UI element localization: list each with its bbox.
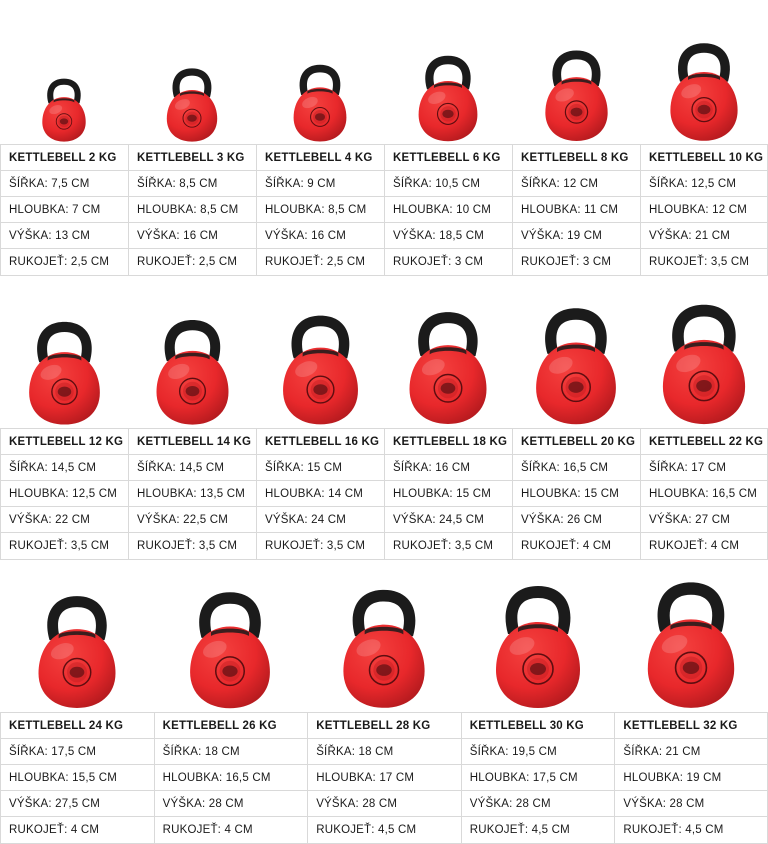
- spec-handle: RUKOJEŤ: 3 CM: [521, 256, 612, 268]
- chart-row: [0, 14, 768, 298]
- spec-depth: HLOUBKA: 15 CM: [513, 481, 640, 507]
- kettlebell-illustration: [532, 40, 621, 144]
- kettlebell-illustration: [173, 579, 287, 712]
- spec-product-name: KETTLEBELL 2 KG: [1, 145, 128, 171]
- kettlebell-image: [384, 46, 512, 144]
- spec-column: [512, 428, 640, 560]
- kettlebell-image-cell: [614, 582, 768, 712]
- spec-product-name: KETTLEBELL 20 KG: [513, 429, 640, 455]
- spec-depth: HLOUBKA: 19 CM: [615, 765, 767, 791]
- spec-height: VÝŠKA: 16 CM: [129, 223, 256, 249]
- spec-product-name: KETTLEBELL 16 KG: [257, 429, 384, 455]
- spec-handle: RUKOJEŤ: 3,5 CM: [9, 540, 110, 552]
- spec-product-name: KETTLEBELL 12 KG: [1, 429, 128, 455]
- kettlebell-illustration: [326, 576, 442, 712]
- spec-product-name: KETTLEBELL 30 KG: [462, 713, 615, 739]
- kettlebell-illustration: [33, 71, 95, 144]
- spec-height: VÝŠKA: 21 CM: [641, 223, 767, 249]
- spec-width: ŠÍŘKA: 18 CM: [308, 739, 461, 765]
- kettlebell-image: [0, 310, 128, 428]
- spec-height: VÝŠKA: 24,5 CM: [385, 507, 512, 533]
- spec-column: [0, 428, 128, 560]
- kettlebell-image-cell: [640, 298, 768, 428]
- spec-handle: RUKOJEŤ: 3,5 CM: [649, 256, 750, 268]
- kettlebell-image: [614, 568, 768, 712]
- spec-width: ŠÍŘKA: 16,5 CM: [513, 455, 640, 481]
- spec-product-name: KETTLEBELL 26 KG: [155, 713, 308, 739]
- spec-width: ŠÍŘKA: 8,5 CM: [129, 171, 256, 197]
- spec-product-name: KETTLEBELL 14 KG: [129, 429, 256, 455]
- kettlebell-illustration: [393, 299, 503, 428]
- spec-column: [154, 712, 308, 844]
- spec-depth: HLOUBKA: 16,5 CM: [155, 765, 308, 791]
- spec-column: [0, 712, 154, 844]
- rows-container: [0, 14, 768, 844]
- spec-height: VÝŠKA: 19 CM: [513, 223, 640, 249]
- kettlebell-image-cell: [512, 14, 640, 144]
- spec-height: VÝŠKA: 24 CM: [257, 507, 384, 533]
- spec-handle: RUKOJEŤ: 3,5 CM: [137, 540, 238, 552]
- kettlebell-image-cell: [384, 14, 512, 144]
- spec-depth: HLOUBKA: 16,5 CM: [641, 481, 767, 507]
- spec-handle: RUKOJEŤ: 4,5 CM: [469, 824, 570, 836]
- spec-height: VÝŠKA: 26 CM: [513, 507, 640, 533]
- chart-row: [0, 298, 768, 582]
- kettlebell-illustration: [406, 46, 490, 144]
- spec-handle: RUKOJEŤ: 3,5 CM: [393, 540, 494, 552]
- spec-column: [307, 712, 461, 844]
- kettlebell-image: [128, 308, 256, 428]
- spec-handle: RUKOJEŤ: 4 CM: [162, 824, 253, 836]
- chart-row: [0, 582, 768, 844]
- kettlebell-image-cell: [307, 582, 461, 712]
- kettlebell-image: [128, 60, 256, 144]
- kettlebell-illustration: [478, 572, 598, 712]
- spec-column: [256, 428, 384, 560]
- kettlebell-image-cell: [154, 582, 308, 712]
- spec-product-name: KETTLEBELL 32 KG: [615, 713, 767, 739]
- spec-depth: HLOUBKA: 17,5 CM: [462, 765, 615, 791]
- kettlebell-image-cell: [512, 298, 640, 428]
- spec-table: [0, 144, 768, 276]
- top-spacer: [0, 0, 768, 14]
- kettlebell-illustration: [22, 583, 132, 712]
- spec-column: [640, 428, 768, 560]
- kettlebell-image: [0, 71, 128, 144]
- spec-depth: HLOUBKA: 7 CM: [1, 197, 128, 223]
- spec-product-name: KETTLEBELL 8 KG: [513, 145, 640, 171]
- kettlebell-image-row: [0, 14, 768, 144]
- spec-width: ŠÍŘKA: 14,5 CM: [1, 455, 128, 481]
- spec-depth: HLOUBKA: 8,5 CM: [129, 197, 256, 223]
- spec-depth: HLOUBKA: 14 CM: [257, 481, 384, 507]
- spec-depth: HLOUBKA: 13,5 CM: [129, 481, 256, 507]
- spec-height: VÝŠKA: 28 CM: [155, 791, 308, 817]
- spec-column: [0, 144, 128, 276]
- spec-height: VÝŠKA: 27,5 CM: [1, 791, 154, 817]
- spec-height: VÝŠKA: 27 CM: [641, 507, 767, 533]
- kettlebell-image-cell: [461, 582, 615, 712]
- spec-width: ŠÍŘKA: 14,5 CM: [129, 455, 256, 481]
- spec-height: VÝŠKA: 22,5 CM: [129, 507, 256, 533]
- spec-width: ŠÍŘKA: 17,5 CM: [1, 739, 154, 765]
- kettlebell-image-cell: [0, 298, 128, 428]
- spec-column: [128, 428, 256, 560]
- spec-height: VÝŠKA: 18,5 CM: [385, 223, 512, 249]
- kettlebell-image-cell: [256, 298, 384, 428]
- kettlebell-image: [256, 303, 384, 428]
- spec-table: [0, 428, 768, 560]
- spec-height: VÝŠKA: 16 CM: [257, 223, 384, 249]
- spec-product-name: KETTLEBELL 10 KG: [641, 145, 767, 171]
- kettlebell-image-cell: [128, 14, 256, 144]
- spec-depth: HLOUBKA: 11 CM: [513, 197, 640, 223]
- spec-column: [512, 144, 640, 276]
- kettlebell-image-cell: [0, 582, 154, 712]
- kettlebell-illustration: [656, 32, 752, 144]
- spec-height: VÝŠKA: 28 CM: [615, 791, 767, 817]
- spec-width: ŠÍŘKA: 12 CM: [513, 171, 640, 197]
- spec-handle: RUKOJEŤ: 3,5 CM: [265, 540, 366, 552]
- kettlebell-image: [512, 295, 640, 428]
- kettlebell-image-row: [0, 582, 768, 712]
- spec-product-name: KETTLEBELL 18 KG: [385, 429, 512, 455]
- kettlebell-image: [640, 32, 768, 144]
- spec-column: [256, 144, 384, 276]
- kettlebell-illustration: [629, 568, 753, 712]
- spec-product-name: KETTLEBELL 4 KG: [257, 145, 384, 171]
- spec-width: ŠÍŘKA: 12,5 CM: [641, 171, 767, 197]
- spec-handle: RUKOJEŤ: 4 CM: [521, 540, 612, 552]
- kettlebell-illustration: [156, 60, 228, 144]
- kettlebell-illustration: [141, 308, 244, 428]
- spec-height: VÝŠKA: 22 CM: [1, 507, 128, 533]
- kettlebell-illustration: [14, 310, 115, 428]
- spec-width: ŠÍŘKA: 16 CM: [385, 455, 512, 481]
- kettlebell-illustration: [267, 303, 374, 428]
- spec-depth: HLOUBKA: 17 CM: [308, 765, 461, 791]
- spec-handle: RUKOJEŤ: 2,5 CM: [9, 256, 110, 268]
- kettlebell-image-cell: [384, 298, 512, 428]
- spec-height: VÝŠKA: 28 CM: [462, 791, 615, 817]
- spec-width: ŠÍŘKA: 18 CM: [155, 739, 308, 765]
- spec-depth: HLOUBKA: 12,5 CM: [1, 481, 128, 507]
- spec-depth: HLOUBKA: 12 CM: [641, 197, 767, 223]
- spec-depth: HLOUBKA: 15 CM: [385, 481, 512, 507]
- spec-width: ŠÍŘKA: 19,5 CM: [462, 739, 615, 765]
- kettlebell-illustration: [282, 56, 358, 144]
- spec-column: [128, 144, 256, 276]
- spec-width: ŠÍŘKA: 17 CM: [641, 455, 767, 481]
- spec-width: ŠÍŘKA: 7,5 CM: [1, 171, 128, 197]
- spec-handle: RUKOJEŤ: 4 CM: [649, 540, 740, 552]
- spec-width: ŠÍŘKA: 21 CM: [615, 739, 767, 765]
- kettlebell-image: [640, 291, 768, 428]
- spec-height: VÝŠKA: 13 CM: [1, 223, 128, 249]
- kettlebell-image-cell: [256, 14, 384, 144]
- spec-column: [384, 144, 512, 276]
- spec-product-name: KETTLEBELL 6 KG: [385, 145, 512, 171]
- spec-handle: RUKOJEŤ: 3 CM: [393, 256, 484, 268]
- kettlebell-image: [384, 299, 512, 428]
- spec-handle: RUKOJEŤ: 2,5 CM: [137, 256, 238, 268]
- kettlebell-illustration: [519, 295, 633, 428]
- spec-handle: RUKOJEŤ: 4 CM: [9, 824, 100, 836]
- kettlebell-image: [512, 40, 640, 144]
- spec-product-name: KETTLEBELL 3 KG: [129, 145, 256, 171]
- spec-table: [0, 712, 768, 844]
- spec-width: ŠÍŘKA: 10,5 CM: [385, 171, 512, 197]
- spec-width: ŠÍŘKA: 15 CM: [257, 455, 384, 481]
- kettlebell-image-cell: [640, 14, 768, 144]
- spec-width: ŠÍŘKA: 9 CM: [257, 171, 384, 197]
- spec-depth: HLOUBKA: 15,5 CM: [1, 765, 154, 791]
- kettlebell-image: [461, 572, 615, 712]
- spec-handle: RUKOJEŤ: 4,5 CM: [623, 824, 724, 836]
- spec-product-name: KETTLEBELL 28 KG: [308, 713, 461, 739]
- kettlebell-image: [0, 583, 154, 712]
- spec-height: VÝŠKA: 28 CM: [308, 791, 461, 817]
- kettlebell-image: [256, 56, 384, 144]
- kettlebell-image: [307, 576, 461, 712]
- spec-handle: RUKOJEŤ: 2,5 CM: [265, 256, 366, 268]
- spec-depth: HLOUBKA: 10 CM: [385, 197, 512, 223]
- kettlebell-illustration: [645, 291, 763, 428]
- spec-handle: RUKOJEŤ: 4,5 CM: [316, 824, 417, 836]
- kettlebell-image-cell: [0, 14, 128, 144]
- spec-column: [461, 712, 615, 844]
- spec-column: [614, 712, 768, 844]
- spec-product-name: KETTLEBELL 22 KG: [641, 429, 767, 455]
- spec-product-name: KETTLEBELL 24 KG: [1, 713, 154, 739]
- kettlebell-image-row: [0, 298, 768, 428]
- spec-column: [640, 144, 768, 276]
- kettlebell-image: [154, 579, 308, 712]
- spec-column: [384, 428, 512, 560]
- spec-depth: HLOUBKA: 8,5 CM: [257, 197, 384, 223]
- kettlebell-image-cell: [128, 298, 256, 428]
